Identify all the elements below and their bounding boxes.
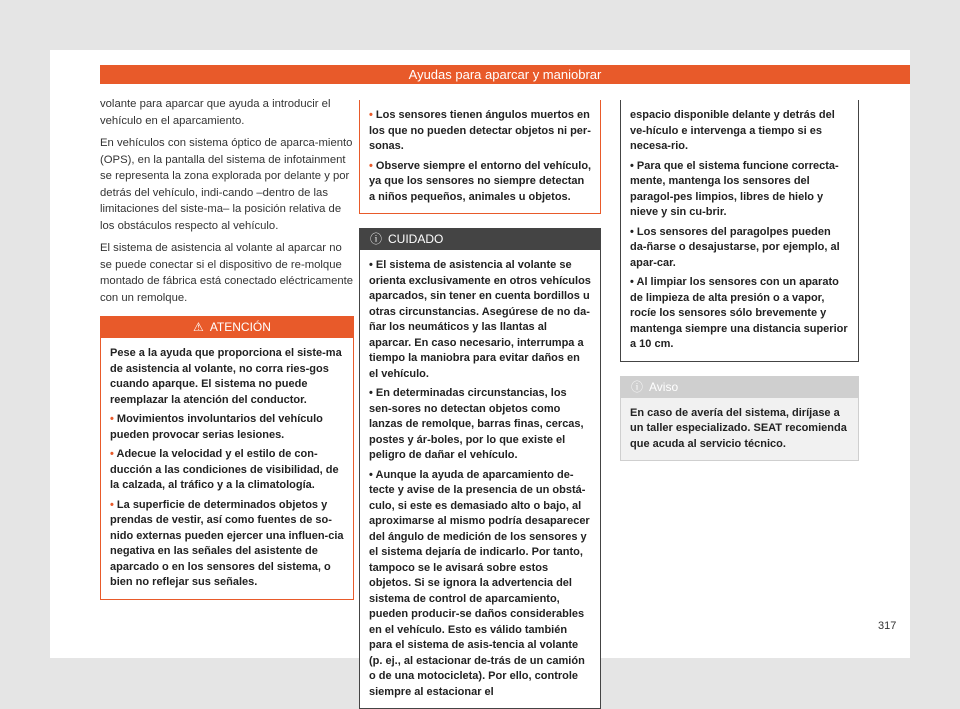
page-header — [100, 65, 910, 84]
caution-continued-body — [621, 100, 858, 361]
warning-bullet: • Observe siempre el entorno del vehículo, ya que los sensores no siempre detectan a niños pequeños, animales u objetos. — [369, 159, 592, 203]
caution-bullet: • Al limpiar los sensores con un aparato de limpieza de alta presión o a vapor, rocíe los sensores sólo brevemente y mantenga siempre una distancia superior a 10 cm. — [630, 276, 848, 350]
bullet-icon: • — [630, 159, 637, 172]
caution-circle-icon: ⓘ — [370, 232, 383, 246]
warning-bullet: • Movimientos involuntarios del vehículo pueden provocar serias lesiones. — [110, 413, 323, 441]
notice-header — [621, 377, 858, 398]
paragraph: El sistema de asistencia al volante al aparcar no se puede conectar si el dispositivo de re-molque montado de fábrica está conectado eléctricamente con un remolque. — [100, 242, 354, 304]
warning-box-continued — [359, 100, 601, 214]
bullet-icon: • — [369, 387, 376, 399]
notice-text: En caso de avería del sistema, diríjase a un taller especializado. SEAT recomienda que acuda al servicio técnico. — [630, 406, 847, 450]
caution-box — [359, 228, 601, 709]
page-number: 317 — [878, 620, 897, 632]
warning-bullet: • Adecue la velocidad y el estilo de con-ducción a las condiciones de visibilidad, de la calzada, al tráfico y a la climatología. — [110, 448, 339, 491]
caution-bullet: • En determinadas circunstancias, los sen-sores no detectan objetos como lanzas de remolque, barras finas, cercas, postes y ár-boles, por lo que existe el peligro de dañar el vehículo. — [369, 387, 584, 461]
warning-bullet: • La superficie de determinados objetos y prendas de vestir, así como fuentes de so-nido externas pueden ejercer una influen-cia negativa en las señales del asistente de aparcado o en los sensores del sistema, o bien no reflejar sus señales. — [110, 498, 344, 588]
notice-box — [620, 376, 859, 462]
caution-bullet: • El sistema de asistencia al volante se orienta exclusivamente en otros vehículos aparcados, sin tener en cuenta bordillos u otras circunstancias. Asegúrese de no da-ñar los neumáticos y las llantas al aparcar. En caso necesario, interrumpa a tiempo la maniobra para evitar daños en el vehículo. — [369, 259, 591, 380]
notice-body — [621, 398, 858, 461]
info-icon: ⓘ — [631, 379, 644, 394]
body-text — [100, 96, 354, 306]
bullet-icon: • — [110, 413, 117, 425]
warning-body — [101, 338, 353, 599]
paragraph: volante para aparcar que ayuda a introducir el vehículo en el aparcamiento. — [100, 98, 331, 127]
warning-bullet: • Los sensores tienen ángulos muertos en los que no pueden detectar objetos ni per-sonas. — [369, 109, 591, 152]
caution-intro: espacio disponible delante y detrás del ve-hículo e intervenga a tiempo si es necesa-rio. — [630, 109, 835, 152]
caution-bullet: • Para que el sistema funcione correcta-mente, mantenga los sensores del paragol-pes limpios, libres de hielo y nieve y sin cu-brir. — [630, 159, 839, 218]
caution-header — [360, 229, 600, 250]
bullet-icon: • — [369, 109, 376, 121]
warning-header — [101, 317, 353, 338]
document-page — [50, 50, 910, 698]
bullet-icon: • — [630, 225, 637, 238]
caution-bullet: • Aunque la ayuda de aparcamiento de-tecte y avise de la presencia de un obstá-culo, si este es demasiado alto o bajo, al aproximarse al mismo podría desaparecer del ángulo de medición de los sensores y el sistema dejaría de indicarlo. Por tanto, tampoco se le avisará sobre estos objetos. Si se ignora la advertencia del sistema de control de aparcamiento, pueden producir-se daños considerables en el vehículo. Esto es válido también para el sistema de asis-tencia al volante (p. ej., al estacionar de-trás de un camión o de una motocicleta). Por ello, controle siempre al estacionar el — [369, 468, 590, 698]
caution-bullet: • Los sensores del paragolpes pueden da-ñarse o desajustarse, por ejemplo, al apar-car. — [630, 225, 840, 269]
warning-box — [100, 316, 354, 600]
bullet-icon: • — [110, 448, 117, 460]
bullet-icon: • — [369, 159, 376, 172]
warning-triangle-icon: ⚠ — [193, 320, 204, 334]
column-1 — [100, 96, 354, 600]
warning-title: ATENCIÓN — [209, 320, 271, 334]
column-3 — [620, 100, 859, 461]
bullet-icon: • — [369, 259, 376, 271]
bullet-icon: • — [369, 468, 376, 481]
caution-box-continued — [620, 100, 859, 362]
column-2 — [359, 100, 601, 709]
caution-title: CUIDADO — [388, 232, 444, 246]
notice-title: Aviso — [649, 379, 679, 394]
paragraph: En vehículos con sistema óptico de aparca-miento (OPS), en la pantalla del sistema de infotainment se representa la zona explorada por delante y por detrás del vehículo, indi-cando –dentro de las limitaciones del siste-ma– la posición relativa de los obstáculos respecto al vehículo. — [100, 137, 353, 232]
caution-body — [360, 250, 600, 708]
warning-continued-body — [360, 100, 600, 213]
bullet-icon: • — [630, 276, 637, 288]
page-title: Ayudas para aparcar y maniobrar — [408, 67, 602, 82]
bullet-icon: • — [110, 498, 117, 511]
warning-intro: Pese a la ayuda que proporciona el siste-ma de asistencia al volante, no corra ries-gos cuando aparque. El sistema no puede reemplazar la atención del conductor. — [110, 347, 342, 406]
